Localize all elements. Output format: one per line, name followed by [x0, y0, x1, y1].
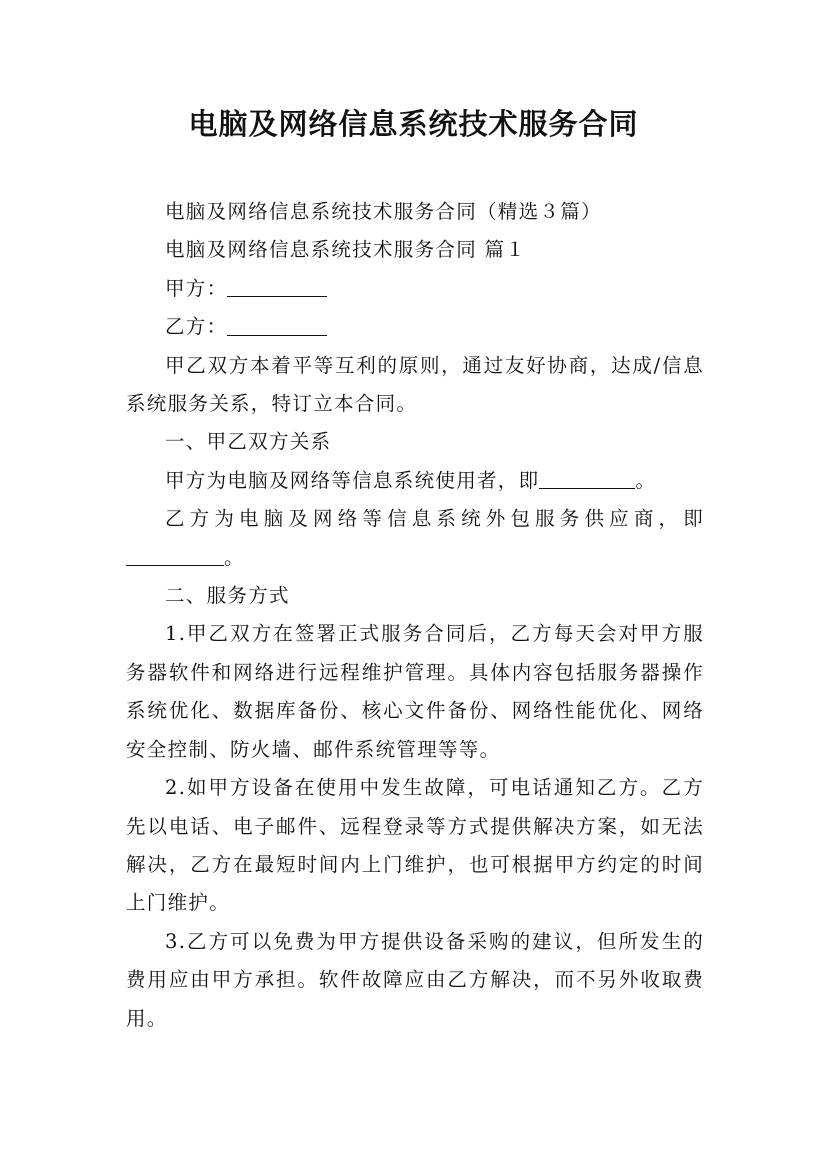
intro-paragraph: 甲乙双方本着平等互利的原则，通过友好协商，达成/信息系统服务关系，特订立本合同。: [126, 353, 704, 416]
party-a-line: [126, 270, 704, 308]
party-b-line: [126, 308, 704, 346]
party-b-role-paragraph: [126, 500, 704, 577]
party-b-role-blank: [126, 545, 224, 566]
document-title: 电脑及网络信息系统技术服务合同: [188, 107, 639, 141]
service-item-1: 1.甲乙双方在签署正式服务合同后，乙方每天会对甲方服务器软件和网络进行远程维护管理。具体内容包括服务器操作系统优化、数据库备份、核心文件备份、网络性能优化、网络安全控制、防火墙、邮件系统管理等等。: [126, 622, 704, 761]
party-b-blank: [227, 314, 327, 335]
party-a-blank: [227, 276, 327, 297]
party-a-role-blank: [539, 468, 635, 489]
party-a-role-text: 甲方为电脑及网络等信息系统使用者，即: [165, 468, 540, 492]
part-heading: 电脑及网络信息系统技术服务合同 篇１: [165, 238, 527, 262]
service-item-3: 3.乙方可以免费为甲方提供设备采购的建议，但所发生的费用应由甲方承担。软件故障应由乙方解决，而不另外收取费用。: [126, 929, 704, 1030]
party-a-role-paragraph: [126, 462, 704, 500]
document-subtitle: 电脑及网络信息系统技术服务合同（精选３篇）: [165, 200, 602, 223]
section-2-heading: 二、服务方式: [165, 584, 290, 608]
document-body: [126, 193, 704, 1038]
party-b-role-end: 。: [224, 545, 245, 569]
party-a-role-end: 。: [635, 468, 657, 492]
service-item-2: 2.如甲方设备在使用中发生故障，可电话通知乙方。乙方先以电话、电子邮件、远程登录等方式提供解决方案，如无法解决，乙方在最短时间内上门维护，也可根据甲方约定的时间上门维护。: [126, 776, 704, 915]
party-b-role-text: 乙方为电脑及网络等信息系统外包服务供应商，即: [165, 507, 704, 531]
party-a-label: 甲方：: [165, 276, 228, 300]
party-b-label: 乙方：: [165, 315, 228, 339]
section-1-heading: 一、甲乙双方关系: [165, 430, 332, 454]
